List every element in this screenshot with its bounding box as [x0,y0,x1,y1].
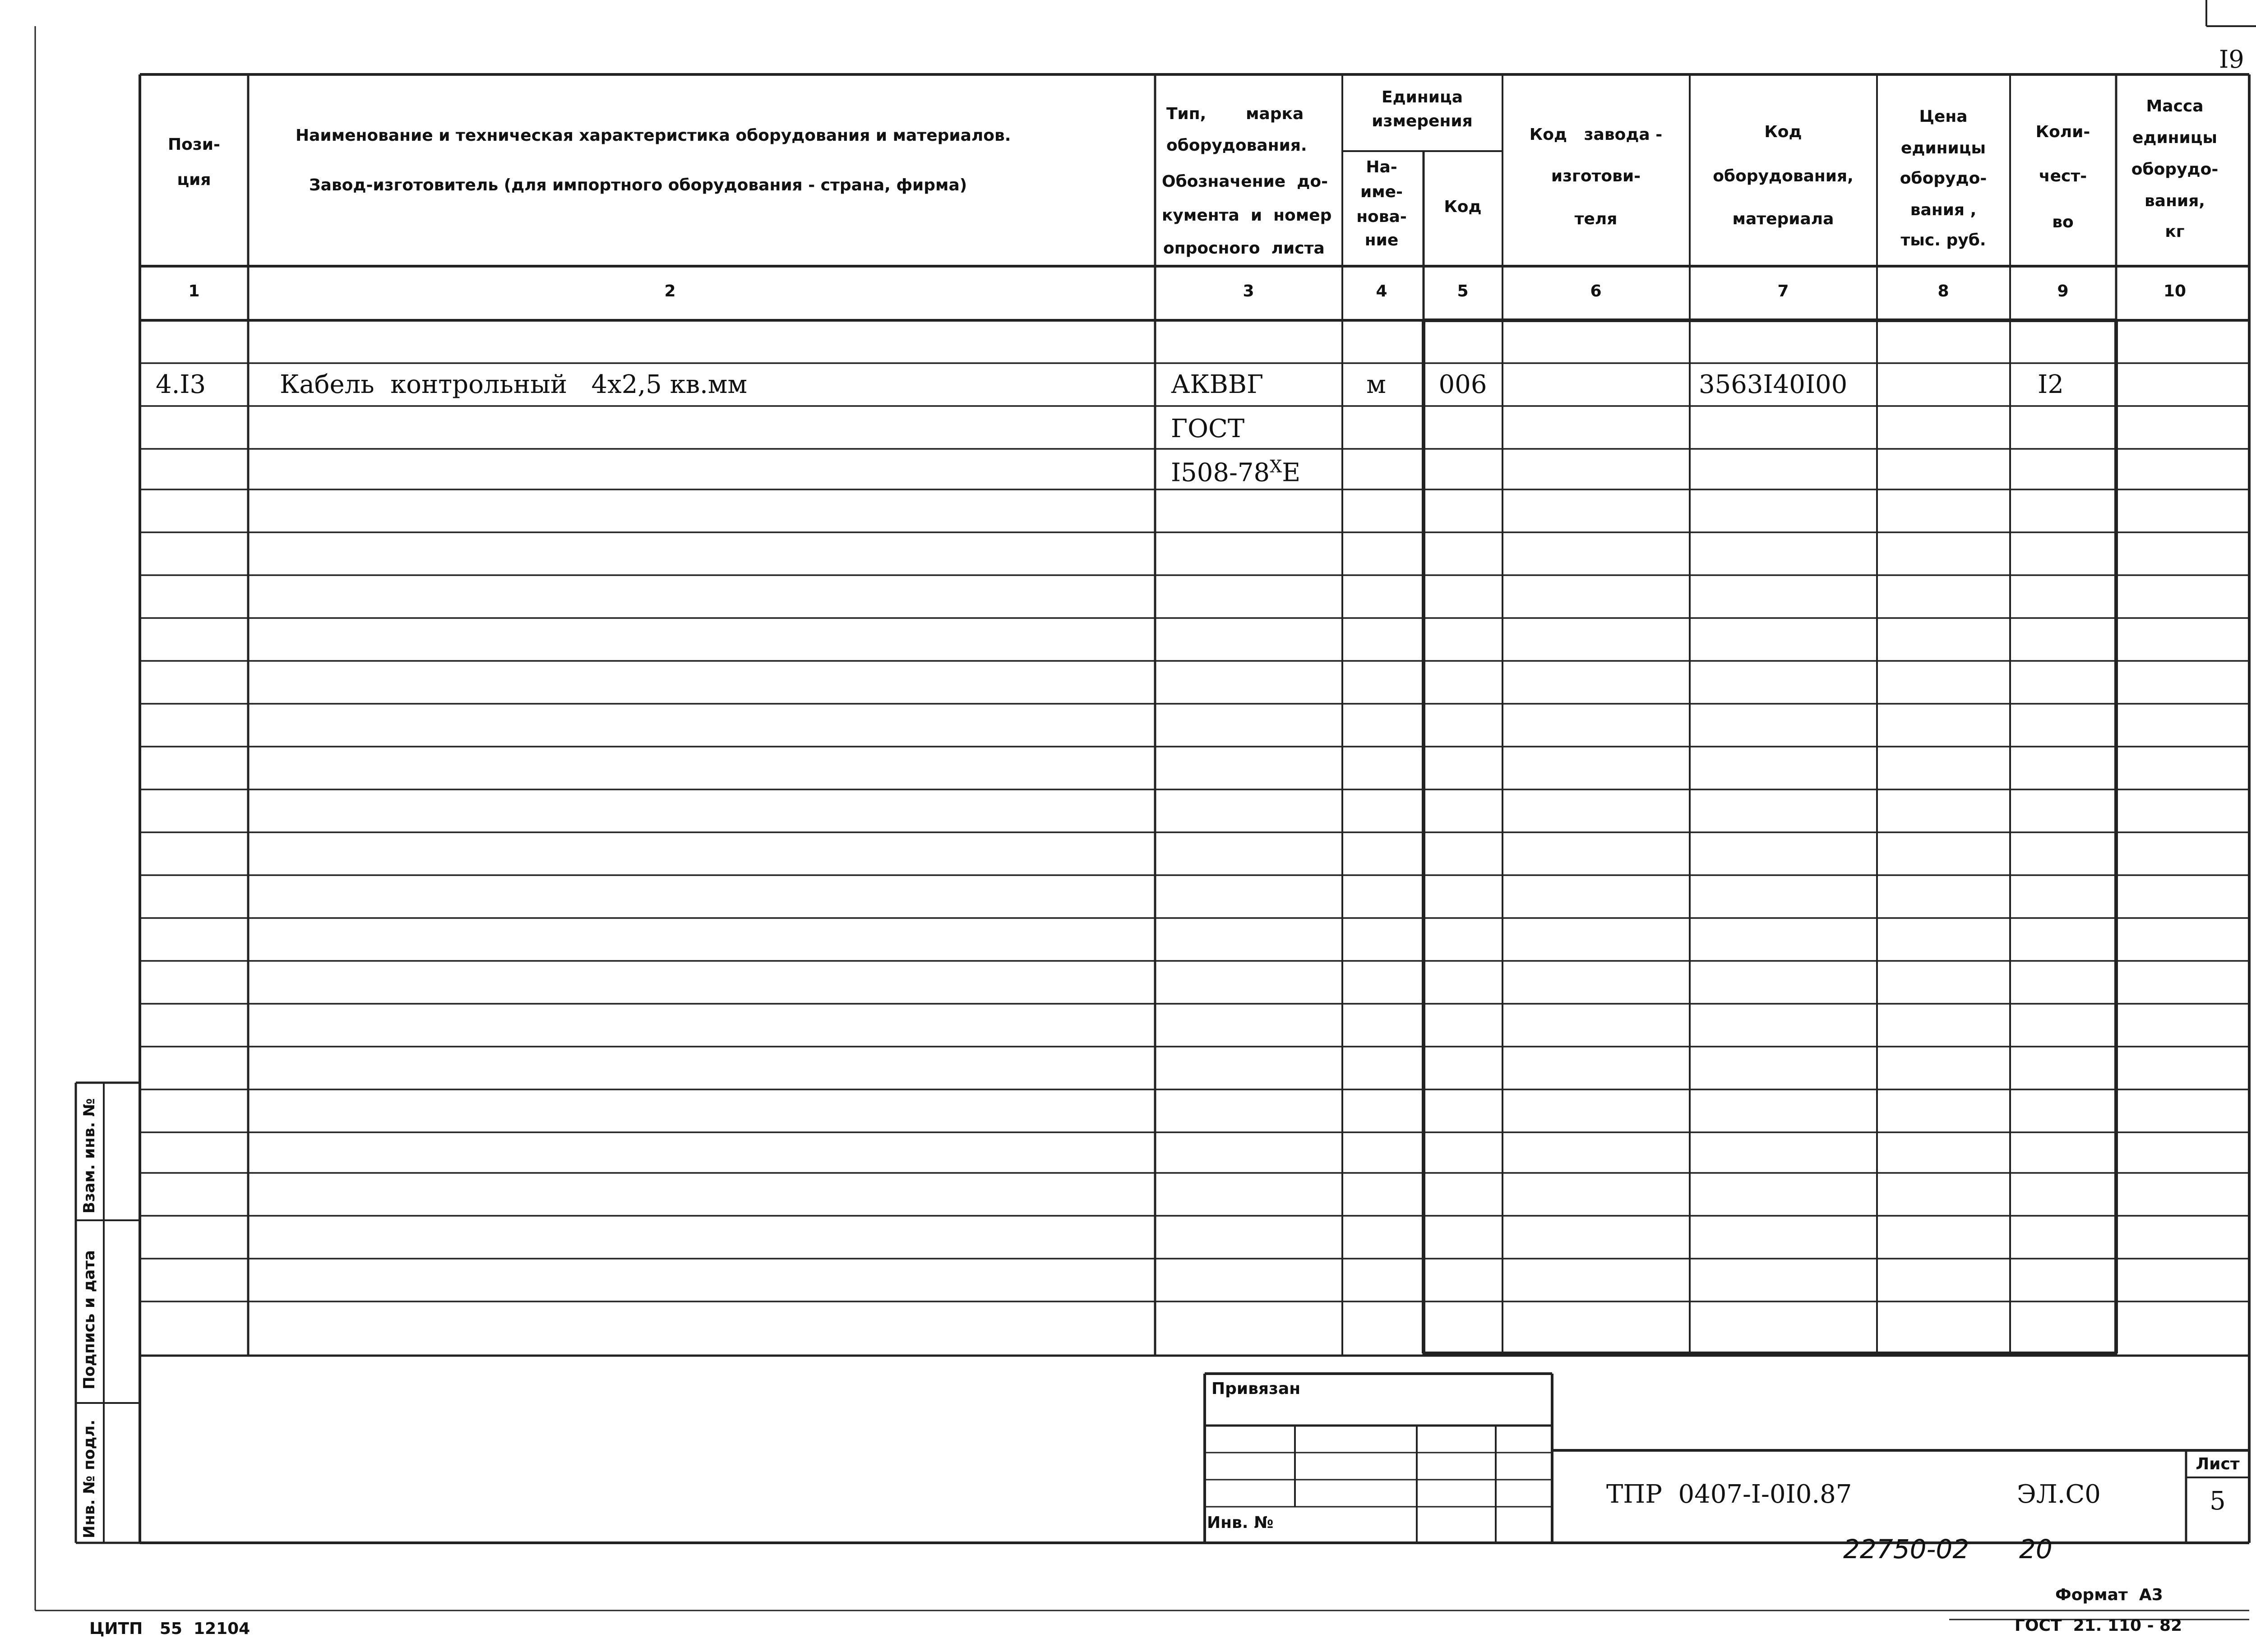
header-col6-line3: теля [1574,210,1618,228]
header-col7-line3: материала [1732,210,1834,228]
header-col4-line3: нова- [1356,208,1407,226]
column-number-5: 5 [1457,282,1469,300]
header-col10-line5: кг [2165,222,2185,241]
header-col2-line2: Завод-изготовитель (для импортного оборудования - страна, фирма) [309,176,967,194]
header-col8-line4: вания , [1910,201,1977,219]
title-block-doc-mark: ЭЛ.С0 [2017,1480,2101,1509]
header-col10-line3: оборудо- [2131,160,2219,179]
column-number-2: 2 [664,282,676,300]
title-block-list-number: 5 [2210,1486,2226,1516]
header-col8-line1: Цена [1919,107,1968,126]
header-col4-line1: На- [1366,158,1397,176]
header-unit-group-line1: Единица [1382,88,1463,106]
row2-type: ГОСТ [1171,414,1245,443]
header-col8-line2: единицы [1900,139,1986,157]
row3-type-superscript: X [1270,457,1282,476]
row1-type: АКВВГ [1171,370,1264,399]
row3-type-suffix: Е [1282,458,1301,488]
header-col7-line1: Код [1764,123,1802,141]
header-col8-line5: тыс. руб. [1900,231,1986,249]
header-col7-line2: оборудования, [1713,167,1854,185]
title-block-list-label: Лист [2196,1455,2240,1473]
column-number-7: 7 [1777,282,1789,300]
column-number-4: 4 [1376,282,1387,300]
column-number-3: 3 [1243,282,1254,300]
row1-name: Кабель контрольный 4x2,5 кв.мм [280,370,748,399]
row3-type-main: I508-78 [1171,458,1270,488]
header-col4-line2: име- [1360,183,1403,201]
header-col10-line4: вания, [2145,192,2205,210]
title-block-doc-code: ТПР 0407-I-0I0.87 [1606,1480,1852,1509]
header-col5: Код [1444,198,1482,216]
row1-equipment-code: 3563I40I00 [1699,370,1848,399]
header-col3-line4: кумента и номер [1162,206,1332,225]
header-col3-line2: оборудования. [1166,136,1307,155]
handwritten-number: 22750-02 [1843,1534,1969,1564]
title-block-privyazan: Привязан [1211,1380,1301,1398]
header-col2-line1: Наименование и техническая характеристика оборудования и материалов. [296,126,1011,145]
column-number-9: 9 [2057,282,2069,300]
header-col1-line1: Пози- [168,135,220,154]
header-col3-line3: Обозначение до- [1162,172,1328,191]
row3-type [1171,457,1300,488]
footer-gost: ГОСТ 21. 110 - 82 [2015,1616,2182,1635]
column-number-8: 8 [1937,282,1949,300]
side-stamp-inv-podl: Инв. № подл. [80,1419,98,1538]
side-stamp-vzam: Взам. инв. № [80,1098,98,1214]
header-col1-line2: ция [177,171,211,189]
header-col3-line1: Тип, марка [1166,105,1304,123]
footer-format: Формат А3 [2055,1586,2163,1604]
row1-position: 4.I3 [156,370,206,399]
side-stamp-podpis: Подпись и дата [80,1250,98,1389]
header-col10-line1: Масса [2146,97,2204,115]
header-col4-line4: ние [1364,231,1399,249]
column-number-10: 10 [2163,282,2187,300]
header-col3-line5: опросного листа [1163,239,1325,258]
header-unit-group-line2: измерения [1372,112,1473,130]
row1-unit-code: 006 [1438,370,1487,399]
header-col6-line2: изготови- [1551,167,1641,185]
handwritten-page: 20 [2019,1534,2053,1564]
header-col10-line2: единицы [2132,129,2218,147]
header-col9-line2: чест- [2039,167,2087,185]
title-block-inv-no: Инв. № [1207,1514,1274,1532]
header-col8-line3: оборудо- [1900,169,1987,188]
header-col9-line3: во [2052,213,2074,231]
row1-quantity: I2 [2038,370,2064,399]
row1-unit: м [1366,370,1386,399]
header-col9-line1: Коли- [2035,123,2090,141]
header-col6-line1: Код завода - [1529,125,1663,144]
footer-printer: ЦИТП 55 12104 [89,1620,250,1638]
top-sheet-number: I9 [2219,45,2244,74]
column-number-6: 6 [1590,282,1602,300]
column-number-1: 1 [188,282,200,300]
